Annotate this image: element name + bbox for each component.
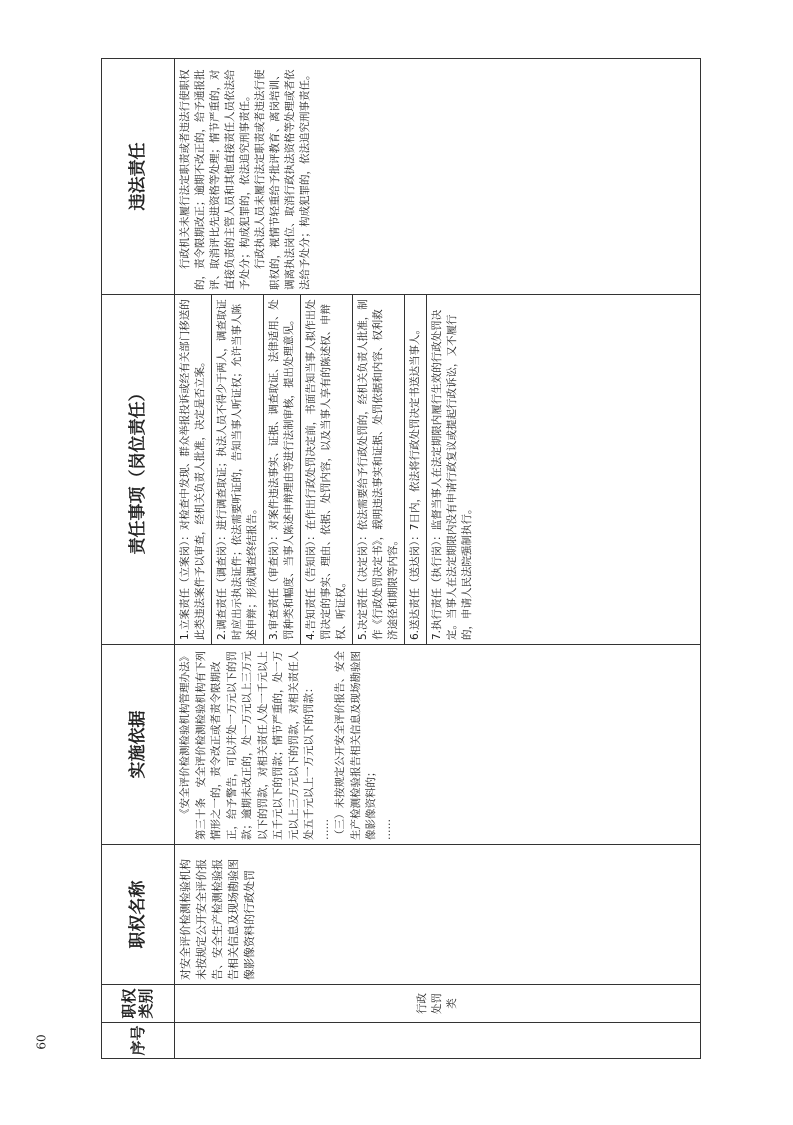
- cell-seq: [175, 1023, 701, 1059]
- responsibility-table: [101, 58, 701, 1059]
- cell-basis: [175, 645, 701, 845]
- page-number: 60: [34, 1034, 49, 1050]
- duty-item: 5.决定责任（决定岗）：依法需要给予行政处罚的，经机关负责人批准，制作《行政处罚决定书》，载明违法事实和证据、处罚依据和内容、权利救济途径和期限等内容。: [353, 295, 405, 644]
- header-liability: 违法责任: [102, 59, 175, 295]
- duty-item: 2.调查责任（调查岗）：进行调查取证；执法人员不得少于两人，调查取证时应出示执法证件；依法需要听证的，告知当事人听证权；允许当事人陈述申辩；形成调查终结报告。: [212, 295, 264, 644]
- header-seq: 序号: [102, 1023, 175, 1059]
- cell-liability: [175, 59, 701, 295]
- table-header-row: [102, 59, 175, 1059]
- liability-organ: 行政机关未履行法定职责或者违法行使职权的，责令限期改正；逾期不改正的，给予通报批评、取消评比先进资格等处理；情节严重的，对直接负责的主管人员和其他直接责任人员依法给予处分；构成犯罪的，依法追究刑事责任。: [179, 69, 251, 290]
- cell-name: [175, 845, 701, 985]
- header-basis: 实施依据: [102, 645, 175, 845]
- header-name: 职权名称: [102, 845, 175, 985]
- duty-item: 7.执行责任（执行岗）：监督当事人在法定期限内履行生效的行政处罚决定。当事人在法定期限内没有申请行政复议或提起行政诉讼，又不履行的，申请人民法院强制执行。: [431, 309, 473, 640]
- duty-item: 4.告知责任（告知岗）：在作出行政处罚决定前，书面告知当事人拟作出处罚决定的事实、理由、依据、处罚内容，以及当事人享有的陈述权、申辩权、听证权。: [301, 295, 353, 644]
- duty-item: 3.审查责任（审查岗）：对案件违法事实、证据、调查取证、法律适用、处罚种类和幅度、当事人陈述申辩理由等进行法制审核，提出处理意见。: [264, 295, 301, 644]
- basis-ellipsis: ……: [380, 819, 393, 840]
- name-text: 对安全评价检测检验机构未按规定公开安全评价报告、安全生产检测检验报告相关信息及现场勘验图像影像资料的行政处罚: [179, 859, 256, 980]
- basis-article: 《安全评价检测检验机构管理办法》第三十条 安全评价检测检验机构有下列情形之一的，责令改正或者责令限期改正，给予警告，可以并处一万元以下的罚款；逾期未改正的，处一万元以上三万元以下的罚款，对相关责任人处一千元以上五千元以下的罚款；情节严重的，处一万元以上三万元以下的罚款，对相关责任人处五千元以上一万元以下的罚款：: [179, 651, 315, 840]
- cell-duties: [175, 295, 701, 645]
- basis-ellipsis: ……: [318, 819, 331, 840]
- cell-category: 行政处罚类: [175, 985, 701, 1023]
- table-row: [175, 59, 701, 1059]
- rotated-table-container: [101, 59, 701, 1059]
- basis-item-3: （三）未按规定公开安全评价报告、安全生产检测检验报告相关信息及现场勘验图像影像资料的；: [334, 651, 377, 840]
- header-category: 职权类别: [102, 985, 175, 1023]
- liability-personnel: 行政执法人员未履行法定职责或者违法行使职权的，视情节轻重给予批评教育、离岗培训、调离执法岗位、取消行政执法资格等处理或者依法给予处分；构成犯罪的，依法追究刑事责任。: [254, 69, 311, 290]
- header-duties: 责任事项（岗位责任）: [102, 295, 175, 645]
- duty-item: 1.立案责任（立案岗）：对检查中发现、群众举报投诉或经有关部门移送的此类违法案件予以审查，经机关负责人批准，决定是否立案。: [175, 295, 212, 644]
- duty-item: 6.送达责任（送达岗）：7日内，依法将行政处罚决定书送达当事人。: [405, 295, 427, 644]
